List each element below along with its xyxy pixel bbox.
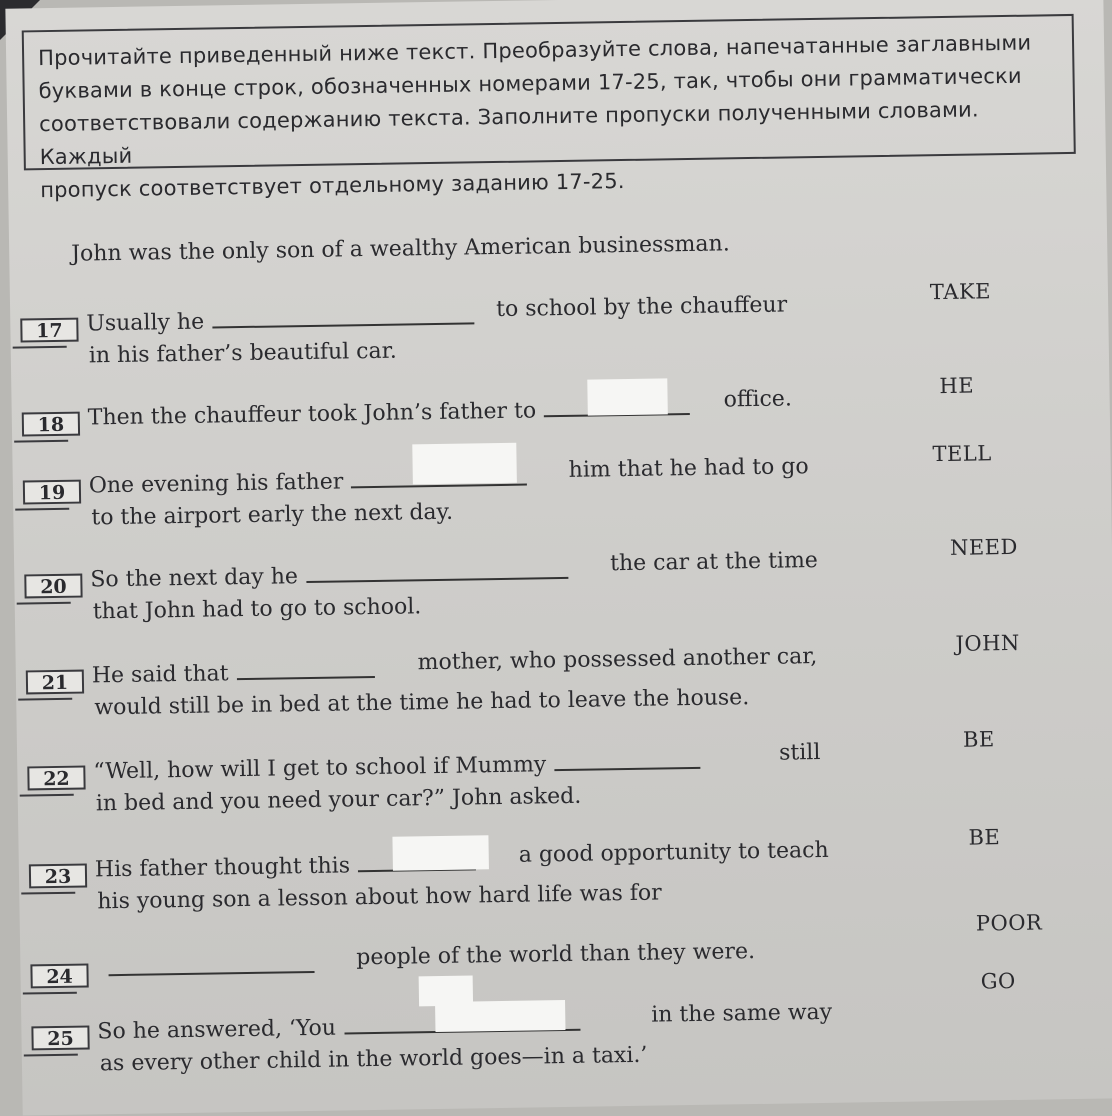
answer-blank[interactable] — [212, 321, 474, 328]
keyword: BE — [962, 727, 995, 752]
keyword: HE — [939, 373, 975, 399]
text-before-blank: Usually he — [86, 309, 205, 337]
text-before-blank: One evening his father — [88, 469, 344, 499]
text-before-blank: “Well, how will I get to school if Mummy — [93, 752, 547, 785]
text-after-blank: people of the world than they were. — [356, 939, 756, 971]
task-22 — [27, 727, 1087, 817]
instructions-box — [22, 14, 1076, 203]
text-after-blank: a good opportunity to teach — [518, 837, 829, 868]
continuation-line: that John had to go to school. — [92, 594, 422, 625]
text-before-blank: He said that — [91, 661, 229, 689]
continuation-line: his young son a lesson about how hard life was for — [97, 880, 662, 915]
answer-blank[interactable] — [554, 766, 700, 771]
text-before-blank: His father thought this — [94, 853, 351, 883]
task-number: 21 — [26, 670, 84, 695]
keyword: TAKE — [929, 279, 992, 305]
text-after-blank: in the same way — [651, 999, 833, 1028]
text-after-blank: office. — [723, 386, 793, 413]
text-after-blank: the car at the time — [609, 547, 819, 577]
instruction-line: буквами в конце строк, обозначенных номерами 17-25, так, чтобы они грамматически — [38, 63, 1022, 104]
erased-patch — [435, 1000, 565, 1032]
continuation-line: in his father’s beautiful car. — [88, 338, 397, 369]
task-number: 20 — [24, 574, 82, 599]
continuation-line: to the airport early the next day. — [91, 499, 454, 531]
task-number: 17 — [20, 318, 78, 343]
task-20 — [24, 534, 1084, 625]
intro-sentence: John was the only son of a wealthy American businessman. — [71, 231, 730, 267]
erased-patch — [587, 378, 668, 415]
task-17 — [20, 279, 1080, 369]
text-after-blank: mother, who possessed another car, — [417, 644, 818, 676]
answer-blank[interactable] — [237, 675, 375, 680]
instruction-line: пропуск соответствует отдельному заданию 17-25. — [40, 168, 625, 203]
text-before-blank: So he answered, ‘You — [97, 1015, 337, 1045]
keyword: POOR — [975, 910, 1043, 936]
text-after-blank: to school by the chauffeur — [495, 292, 788, 323]
continuation-line: as every other child in the world goes—in a taxi.’ — [99, 1042, 648, 1077]
keyword: NEED — [949, 534, 1019, 560]
continuation-line: in bed and you need your car?” John asked. — [95, 783, 582, 817]
continuation-line: would still be in bed at the time he had to leave the house. — [94, 685, 750, 721]
task-number: 24 — [30, 964, 88, 989]
task-23 — [29, 825, 1089, 915]
keyword: BE — [968, 825, 1001, 850]
task-21 — [26, 630, 1086, 721]
erased-patch — [392, 835, 489, 871]
text-before-blank: Then the chauffeur took John’s father to — [87, 398, 537, 431]
erased-patch — [412, 443, 517, 485]
keyword: JOHN — [955, 630, 1020, 656]
task-18 — [22, 373, 1082, 437]
answer-blank[interactable] — [109, 970, 315, 976]
text-after-blank: still — [778, 739, 821, 766]
answer-blank[interactable] — [306, 576, 568, 583]
text-after-blank: him that he had to go — [568, 454, 809, 483]
task-19 — [23, 441, 1083, 531]
instruction-line: Прочитайте приведенный ниже текст. Преобразуйте слова, напечатанные заглавными — [37, 30, 1032, 71]
worksheet-page — [5, 0, 1112, 1116]
text-before-blank: So the next day he — [90, 564, 299, 593]
task-number: 22 — [27, 766, 85, 791]
keyword: GO — [980, 968, 1016, 994]
task-number: 18 — [22, 412, 80, 437]
keyword: TELL — [932, 441, 992, 467]
task-number: 19 — [23, 480, 81, 505]
task-number: 23 — [29, 864, 87, 889]
instruction-line: соответствовали содержанию текста. Заполните пропуски полученными словами. Каждый — [39, 97, 979, 170]
task-number: 25 — [31, 1025, 89, 1050]
